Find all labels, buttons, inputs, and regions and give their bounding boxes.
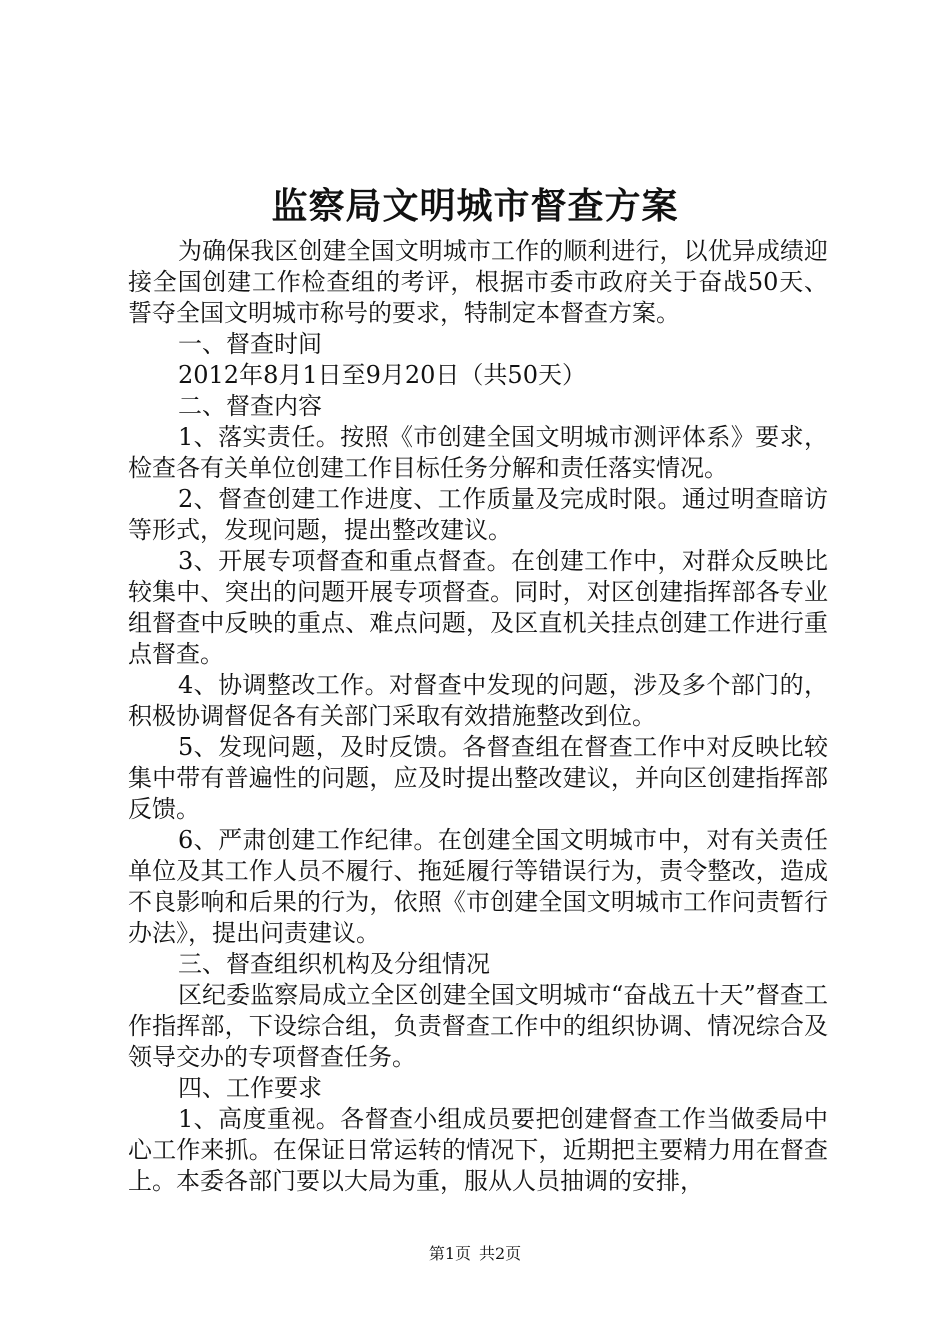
section-heading-time: 一、督查时间 xyxy=(178,330,322,358)
paragraph-time: 2012年8月1日至9月20日（共50天） xyxy=(178,361,586,389)
section-heading-content: 二、督查内容 xyxy=(178,392,322,420)
paragraph-intro: 为确保我区创建全国文明城市工作的顺利进行，以优异成绩迎接全国创建工作检查组的考评，根据市委市政府关于奋战50天、誓夺全国文明城市称号的要求，特制定本督查方案。 xyxy=(128,237,828,327)
paragraph-item-1: 1、落实责任。按照《市创建全国文明城市测评体系》要求，检查各有关单位创建工作目标任务分解和责任落实情况。 xyxy=(128,423,828,482)
paragraph-item-6: 6、严肃创建工作纪律。在创建全国文明城市中，对有关责任单位及其工作人员不履行、拖延履行等错误行为，责令整改，造成不良影响和后果的行为，依照《市创建全国文明城市工作问责暂行办法》，提出问责建议。 xyxy=(128,826,828,947)
paragraph-item-2: 2、督查创建工作进度、工作质量及完成时限。通过明查暗访等形式，发现问题，提出整改建议。 xyxy=(128,485,828,544)
document-title: 监察局文明城市督查方案 xyxy=(271,185,679,227)
document-body xyxy=(128,236,828,1197)
paragraph-item-4: 4、协调整改工作。对督查中发现的问题，涉及多个部门的，积极协调督促各有关部门采取有效措施整改到位。 xyxy=(128,671,828,730)
page-footer xyxy=(0,1242,950,1266)
paragraph-item-5: 5、发现问题，及时反馈。各督查组在督查工作中对反映比较集中带有普遍性的问题，应及时提出整改建议，并向区创建指挥部反馈。 xyxy=(128,733,828,823)
paragraph-requirement-1: 1、高度重视。各督查小组成员要把创建督查工作当做委局中心工作来抓。在保证日常运转的情况下，近期把主要精力用在督查上。本委各部门要以大局为重，服从人员抽调的安排， xyxy=(128,1105,828,1195)
paragraph-item-3: 3、开展专项督查和重点督查。在创建工作中，对群众反映比较集中、突出的问题开展专项督查。同时，对区创建指挥部各专业组督查中反映的重点、难点问题，及区直机关挂点创建工作进行重点督查。 xyxy=(128,547,828,668)
page-total: 共2页 xyxy=(479,1244,522,1263)
paragraph-organization: 区纪委监察局成立全区创建全国文明城市“奋战五十天”督查工作指挥部，下设综合组，负责督查工作中的组织协调、情况综合及领导交办的专项督查任务。 xyxy=(128,981,828,1071)
section-heading-requirements: 四、工作要求 xyxy=(178,1074,322,1102)
page-number: 第1页 xyxy=(428,1244,471,1263)
section-heading-organization: 三、督查组织机构及分组情况 xyxy=(178,950,490,978)
